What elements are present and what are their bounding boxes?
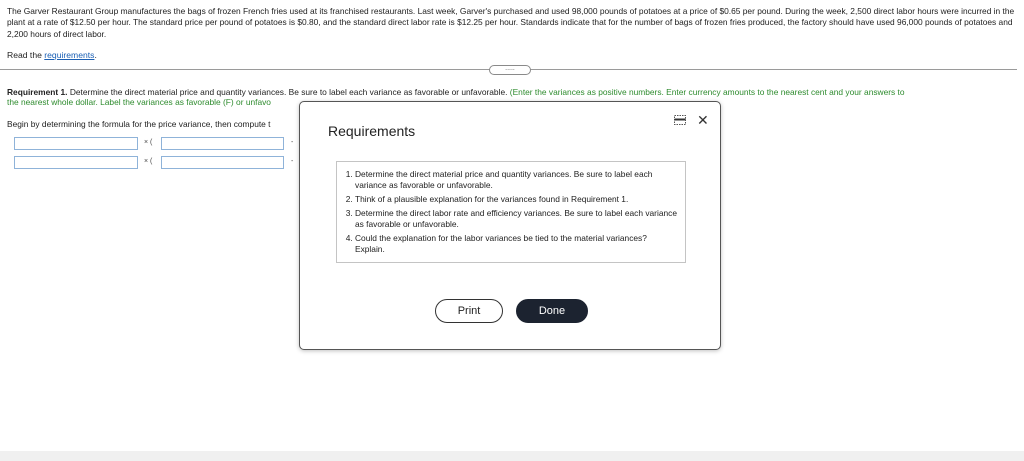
expand-handle[interactable]: ..... [489,65,531,75]
begin-instruction: Begin by determining the formula for the price variance, then compute t [7,119,271,129]
formula-input-1b[interactable] [161,137,284,150]
formula-row-1 [14,137,304,150]
formula-input-2a[interactable] [14,156,138,169]
requirements-list-box [336,161,686,263]
print-button[interactable]: Print [435,299,503,323]
close-icon[interactable]: ✕ [697,112,709,128]
minus-operator: - [291,158,294,165]
requirement-item: 3. Determine the direct labor rate and efficiency variances. Be sure to label each variance as favorable or unfavorable. [355,208,679,230]
read-prefix: Read the [7,50,45,60]
requirement-item: 2. Think of a plausible explanation for the variances found in Requirement 1. [355,194,679,205]
done-button[interactable]: Done [516,299,588,323]
popout-window-icon[interactable] [674,115,686,125]
times-operator: × ( [144,139,153,146]
requirement-item: 1. Determine the direct material price and quantity variances. Be sure to label each variance as favorable or unfavorable. [355,169,679,191]
requirement-1-label: Requirement 1. [7,87,68,97]
requirements-list [343,169,679,255]
requirement-1-note-line1: (Enter the variances as positive numbers. Enter currency amounts to the nearest cent and your answers to [509,87,905,97]
times-operator: × ( [144,158,153,165]
requirement-item: 4. Could the explanation for the labor variances be tied to the material variances? Explain. [355,233,679,255]
formula-row-2 [14,156,304,169]
dialog-title: Requirements [328,123,416,139]
read-suffix: . [94,50,97,60]
requirement-1-text: Determine the direct material price and quantity variances. Be sure to label each variance as favorable or unfavorable. [67,87,510,97]
formula-input-2b[interactable] [161,156,284,169]
requirement-1-note-line2: the nearest whole dollar. Label the variances as favorable (F) or unfavo [7,97,271,107]
read-requirements-line [7,50,97,60]
requirements-dialog [299,101,721,350]
minus-operator: - [291,139,294,146]
bottom-bar [0,451,1024,461]
requirements-link[interactable]: requirements [44,50,95,60]
formula-input-1a[interactable] [14,137,138,150]
problem-statement: The Garver Restaurant Group manufactures the bags of frozen French fries used at its franchised restaurants. Last week, Garver's purchased and used 98,000 pounds of potatoes at a price of $0.65 per pound. During the week, 2,500 direct labor hours were incurred in the plant at a rate of $12.50 per hour. The standard price per pound of potatoes is $0.80, and the standard direct labor rate is $12.25 per hour. Standards indicate that for the number of bags of frozen fries produced, the factory should have used 96,000 pounds of potatoes and 2,200 hours of direct labor. [7,6,1015,39]
